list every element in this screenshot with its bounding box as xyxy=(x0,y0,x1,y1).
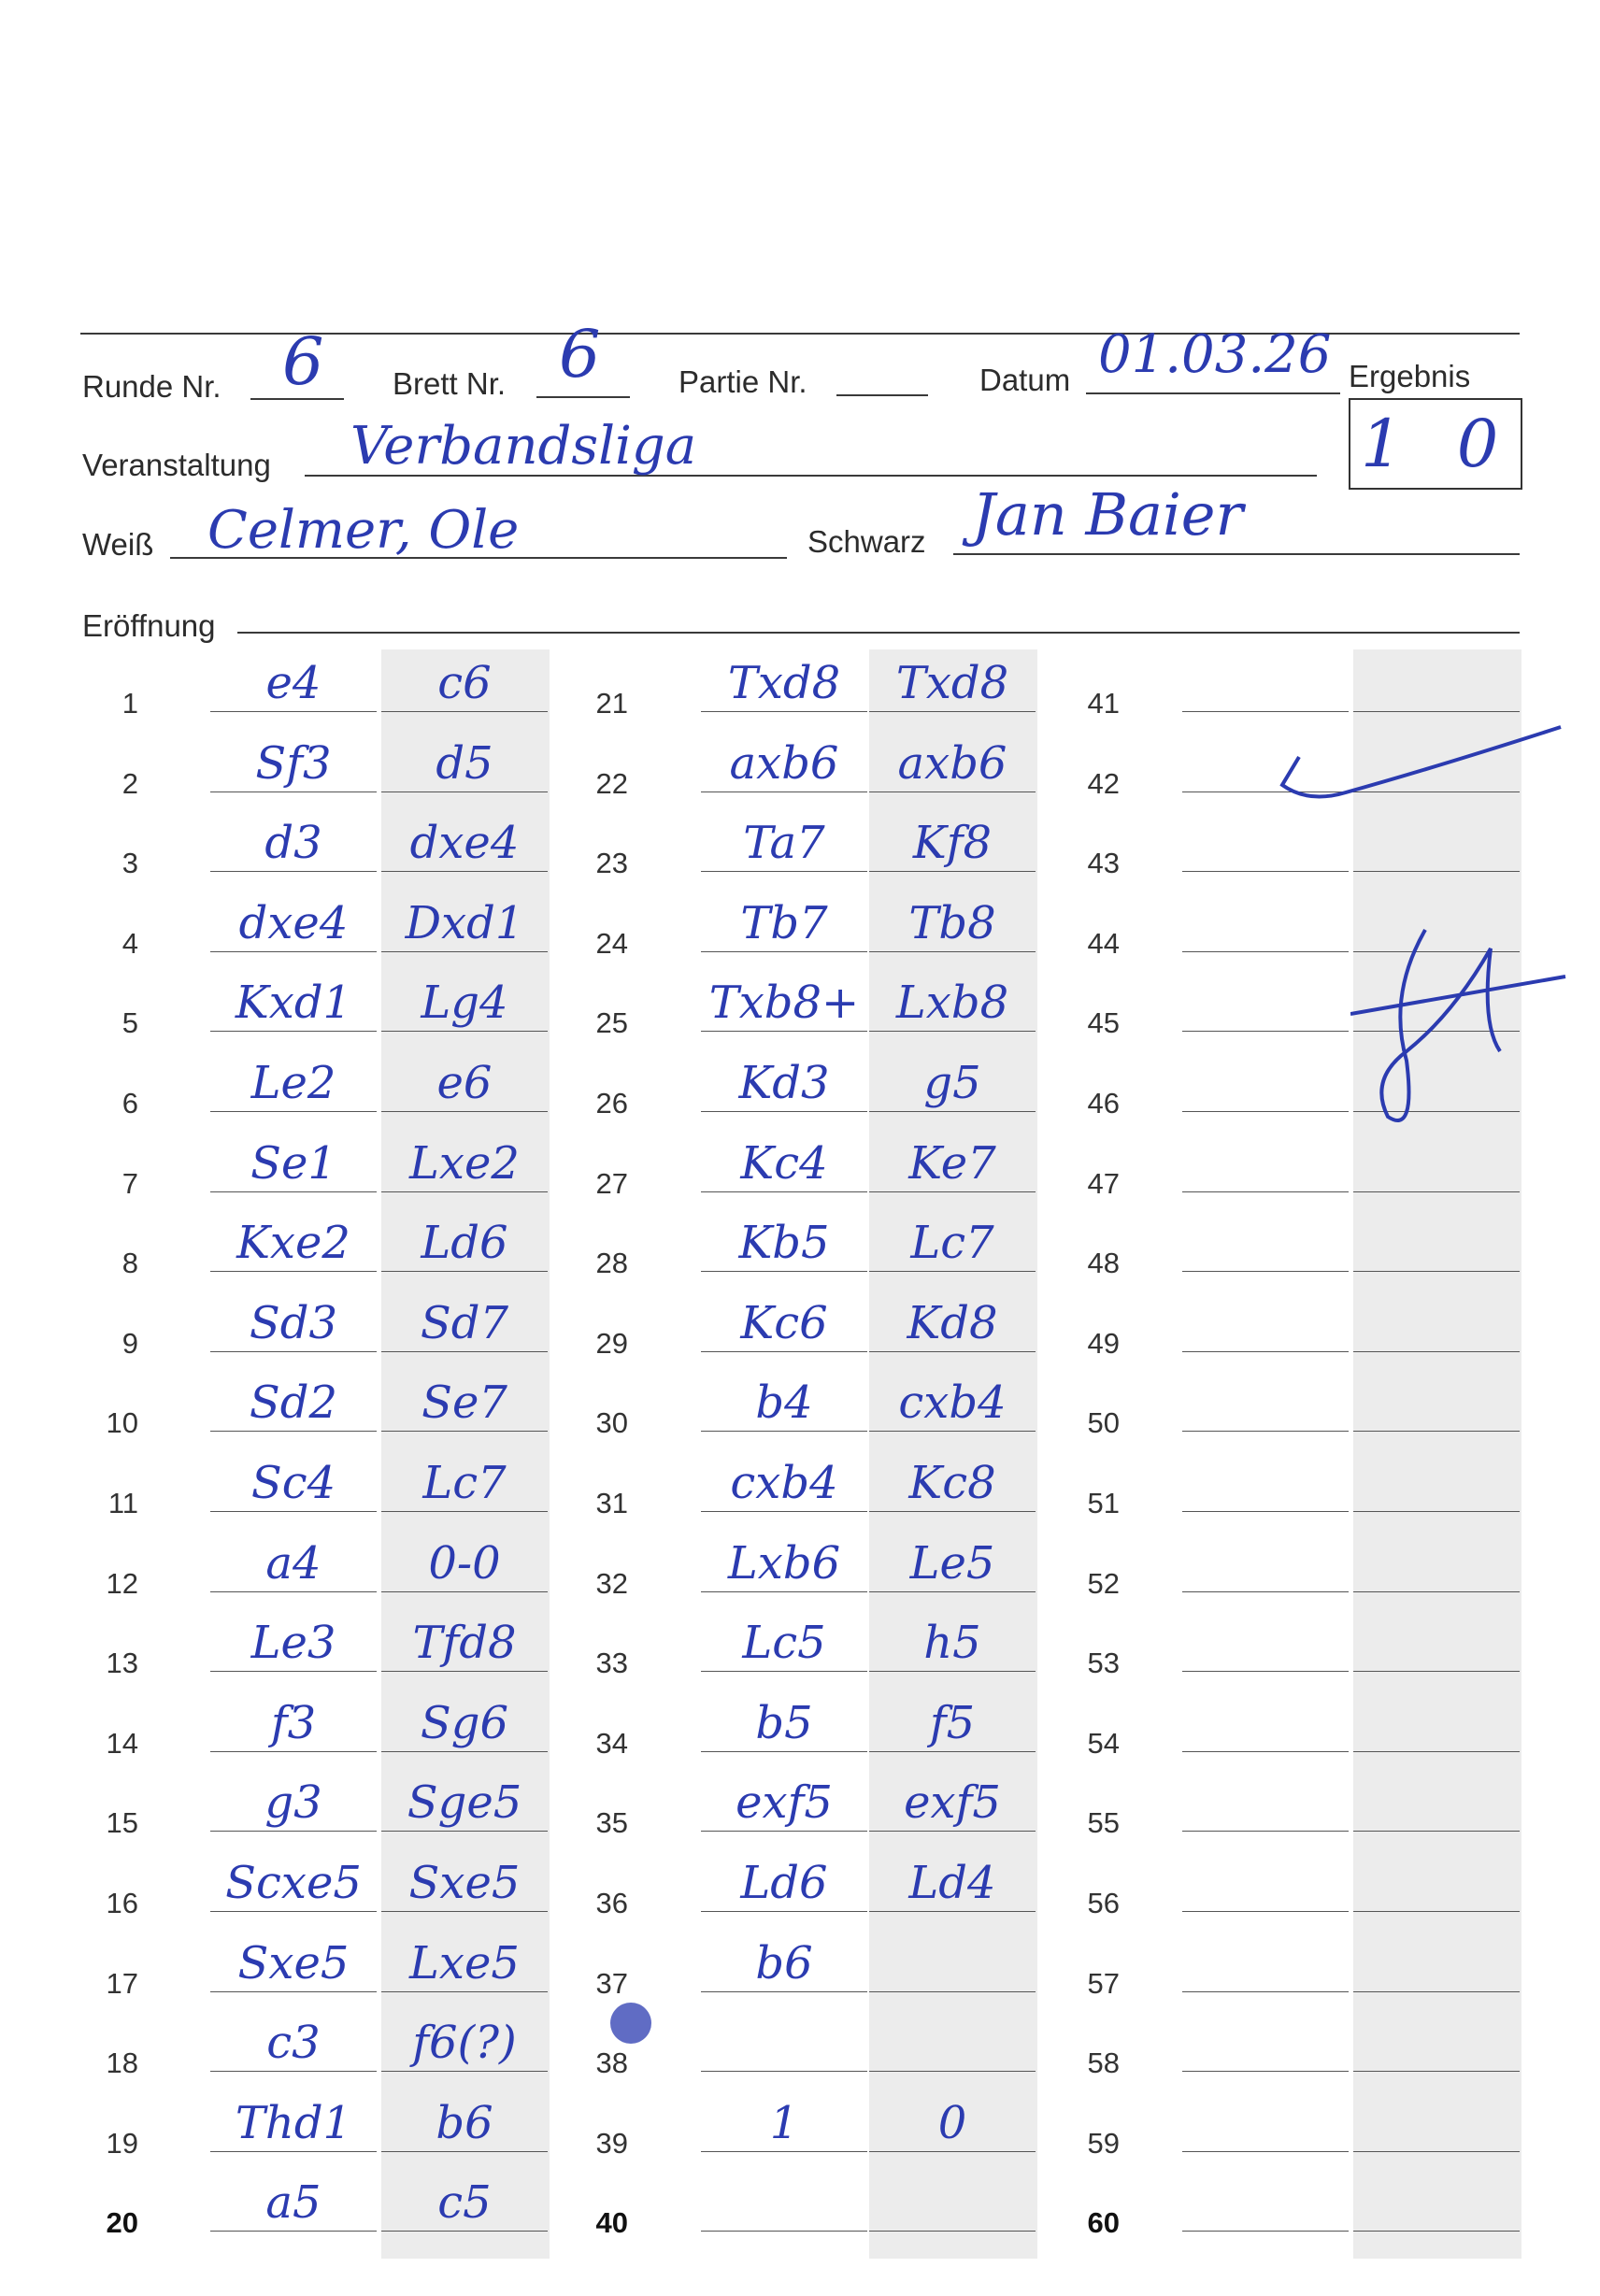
black-move-line xyxy=(869,1511,1036,1512)
round-value: 6 xyxy=(282,323,324,400)
black-move-line xyxy=(1353,1911,1520,1912)
black-move-line xyxy=(381,1911,548,1912)
white-move-line xyxy=(1182,1191,1349,1192)
black-move: Dxd1 xyxy=(405,896,524,949)
white-move: b4 xyxy=(755,1376,813,1430)
move-number: 14 xyxy=(106,1726,138,1760)
black-move: Ld6 xyxy=(421,1217,508,1270)
white-move: Kc4 xyxy=(740,1136,828,1190)
move-number: 44 xyxy=(1087,926,1120,960)
black-move-line xyxy=(1353,1191,1520,1192)
white-move-line xyxy=(210,1431,377,1432)
white-move: Kxd1 xyxy=(235,977,352,1030)
move-number: 29 xyxy=(595,1326,628,1360)
white-move-line xyxy=(1182,711,1349,712)
black-move-line xyxy=(381,1191,548,1192)
white-move: cxb4 xyxy=(730,1457,838,1509)
move-number: 51 xyxy=(1087,1487,1120,1519)
white-move: Ld6 xyxy=(740,1857,828,1909)
move-number: 21 xyxy=(595,687,628,720)
white-move: d3 xyxy=(264,817,322,870)
white-move-line xyxy=(1182,1511,1349,1512)
black-move-line xyxy=(381,2071,548,2072)
black-move-line xyxy=(381,871,548,872)
white-move-line xyxy=(701,2231,867,2232)
white-move: Le3 xyxy=(250,1617,336,1670)
result-value: 1 0 xyxy=(1361,406,1516,482)
move-number: 46 xyxy=(1087,1087,1120,1119)
move-number: 54 xyxy=(1087,1726,1120,1760)
white-move-line xyxy=(1182,1991,1349,1992)
black-move-line xyxy=(381,791,548,792)
move-number: 4 xyxy=(121,926,138,960)
game-label: Partie Nr. xyxy=(679,364,807,399)
black-move-line xyxy=(869,1751,1036,1752)
white-move-line xyxy=(1182,2151,1349,2152)
signature-scribble-42 xyxy=(1271,720,1570,822)
black-move: Kd8 xyxy=(907,1296,998,1349)
black-move: Ke7 xyxy=(908,1136,996,1190)
black-move-column-shade xyxy=(869,649,1037,2259)
black-move-line xyxy=(381,951,548,952)
black-move: Lxb8 xyxy=(895,977,1009,1030)
white-move-line xyxy=(1182,1751,1349,1752)
move-number: 58 xyxy=(1087,2046,1120,2080)
white-move-line xyxy=(210,2151,377,2152)
move-number: 38 xyxy=(595,2046,628,2080)
white-move: Sxe5 xyxy=(237,1936,350,1989)
white-move-line xyxy=(1182,1671,1349,1672)
white-move-line xyxy=(1182,951,1349,952)
black-move-line xyxy=(381,1111,548,1112)
white-move: Txb8+ xyxy=(708,977,860,1030)
move-number: 12 xyxy=(106,1566,138,1600)
move-number: 52 xyxy=(1087,1566,1120,1600)
event-label: Veranstaltung xyxy=(82,448,271,482)
white-move-line xyxy=(701,1991,867,1992)
white-move-line xyxy=(210,791,377,792)
white-move-line xyxy=(701,1111,867,1112)
move-number: 59 xyxy=(1087,2126,1120,2160)
black-move-line xyxy=(869,1591,1036,1592)
white-move-line xyxy=(210,1271,377,1272)
white-move-line xyxy=(210,1911,377,1912)
white-move: Le2 xyxy=(250,1057,336,1109)
move-number: 48 xyxy=(1087,1247,1120,1280)
black-move-line xyxy=(1353,2151,1520,2152)
white-move-line xyxy=(701,951,867,952)
white-move: a4 xyxy=(265,1536,321,1590)
white-move: g3 xyxy=(264,1776,322,1830)
white-move-line xyxy=(210,1511,377,1512)
black-move: Kf8 xyxy=(912,817,993,870)
black-value: Jan Baier xyxy=(972,480,1244,549)
move-number: 42 xyxy=(1087,766,1120,800)
white-move-line xyxy=(210,711,377,712)
white-move: dxe4 xyxy=(238,896,349,949)
round-label: Runde Nr. xyxy=(82,369,221,404)
opening-label: Eröffnung xyxy=(82,608,216,643)
white-move-line xyxy=(701,1831,867,1832)
move-number: 10 xyxy=(106,1406,138,1440)
white-move-line xyxy=(1182,1271,1349,1272)
black-move-line xyxy=(869,1831,1036,1832)
white-move: Kd3 xyxy=(738,1057,830,1109)
board-line xyxy=(536,396,630,398)
white-move: Sc4 xyxy=(250,1457,336,1509)
white-move: Thd1 xyxy=(235,2096,352,2149)
black-move-line xyxy=(381,1271,548,1272)
black-move-line xyxy=(869,1271,1036,1272)
black-move: g5 xyxy=(923,1057,981,1109)
white-label: Weiß xyxy=(82,527,154,562)
white-move: Sf3 xyxy=(255,736,332,790)
black-move: Le5 xyxy=(909,1536,995,1590)
move-number: 56 xyxy=(1087,1887,1120,1919)
move-number: 26 xyxy=(595,1087,628,1119)
white-move-line xyxy=(701,2151,867,2152)
move-number: 34 xyxy=(595,1726,628,1760)
black-move-line xyxy=(1353,1351,1520,1352)
black-move: Tb8 xyxy=(908,896,996,949)
black-move: c6 xyxy=(437,657,492,709)
white-move: c3 xyxy=(266,2017,321,2070)
black-move: Lxe5 xyxy=(409,1936,520,1989)
black-move-line xyxy=(381,1671,548,1672)
black-move: Lxe2 xyxy=(409,1136,520,1190)
white-move-line xyxy=(210,1351,377,1352)
white-move: Se1 xyxy=(250,1136,336,1190)
white-move-line xyxy=(1182,1591,1349,1592)
white-move-line xyxy=(701,1591,867,1592)
black-move: Se7 xyxy=(421,1376,507,1430)
move-number: 5 xyxy=(121,1006,138,1040)
white-move-line xyxy=(701,791,867,792)
white-move-line xyxy=(210,1591,377,1592)
black-move-line xyxy=(869,1111,1036,1112)
board-value: 6 xyxy=(559,316,601,392)
white-move-line xyxy=(1182,1351,1349,1352)
move-number: 39 xyxy=(595,2126,628,2160)
black-move: h5 xyxy=(923,1617,981,1670)
black-move-line xyxy=(869,1351,1036,1352)
black-move-line xyxy=(1353,1511,1520,1512)
white-move: Ta7 xyxy=(743,817,825,870)
white-move-line xyxy=(701,1511,867,1512)
white-move-line xyxy=(210,1671,377,1672)
move-number: 27 xyxy=(595,1166,628,1200)
white-move-line xyxy=(701,2071,867,2072)
date-label: Datum xyxy=(979,363,1071,397)
black-move-line xyxy=(869,1671,1036,1672)
black-move: b6 xyxy=(436,2096,493,2149)
black-label: Schwarz xyxy=(807,524,926,559)
white-move-line xyxy=(701,1671,867,1672)
black-move-line xyxy=(1353,2231,1520,2232)
move-number: 8 xyxy=(121,1247,138,1280)
white-move: Kxe2 xyxy=(236,1217,350,1270)
black-move-line xyxy=(869,1191,1036,1192)
white-move: axb6 xyxy=(729,736,839,790)
move-number: 57 xyxy=(1087,1966,1120,2000)
white-move: Kb5 xyxy=(738,1217,830,1270)
move-number: 53 xyxy=(1087,1647,1120,1680)
white-move-line xyxy=(701,1351,867,1352)
black-move-line xyxy=(381,1991,548,1992)
white-move: f3 xyxy=(270,1696,317,1749)
white-move: e4 xyxy=(265,657,321,709)
black-move: Lc7 xyxy=(910,1217,994,1270)
white-move-line xyxy=(210,2071,377,2072)
white-move: a5 xyxy=(265,2176,321,2230)
game-line xyxy=(836,394,928,396)
white-move-line xyxy=(701,1751,867,1752)
black-move: dxe4 xyxy=(409,817,520,870)
black-move-line xyxy=(381,2151,548,2152)
black-move-line xyxy=(381,1751,548,1752)
date-line xyxy=(1086,392,1340,394)
move-number: 13 xyxy=(106,1647,138,1680)
black-move-line xyxy=(1353,1271,1520,1272)
event-value: Verbandsliga xyxy=(350,416,697,477)
white-move-line xyxy=(210,1991,377,1992)
black-move-line xyxy=(1353,1751,1520,1752)
black-move: 0 xyxy=(937,2096,967,2149)
move-number: 24 xyxy=(595,926,628,960)
board-label: Brett Nr. xyxy=(393,366,507,401)
black-move: axb6 xyxy=(897,736,1007,790)
move-number: 15 xyxy=(106,1806,138,1840)
white-move-line xyxy=(210,1751,377,1752)
black-move: d5 xyxy=(436,736,493,790)
black-move-line xyxy=(869,2151,1036,2152)
black-move-line xyxy=(869,711,1036,712)
black-move: Kc8 xyxy=(908,1457,996,1509)
black-move: Sd7 xyxy=(420,1296,509,1349)
black-move-line xyxy=(381,711,548,712)
ink-blot xyxy=(598,1990,664,2056)
black-move: Lg4 xyxy=(421,977,508,1030)
black-move-line xyxy=(869,791,1036,792)
black-move-line xyxy=(869,871,1036,872)
white-move-line xyxy=(210,951,377,952)
black-move: Sge5 xyxy=(407,1776,522,1830)
black-move: Ld4 xyxy=(908,1857,996,1909)
white-move-line xyxy=(701,711,867,712)
white-move-line xyxy=(210,871,377,872)
black-move-line xyxy=(869,2231,1036,2232)
black-move-line xyxy=(869,951,1036,952)
white-move-line xyxy=(210,1111,377,1112)
move-number: 40 xyxy=(595,2206,628,2240)
opening-line xyxy=(237,632,1520,634)
white-move: Kc6 xyxy=(740,1296,828,1349)
move-number: 37 xyxy=(595,1966,628,2000)
black-move: Sg6 xyxy=(420,1696,509,1749)
white-move: Lc5 xyxy=(742,1617,826,1670)
black-move-line xyxy=(381,1831,548,1832)
white-move-line xyxy=(1182,1031,1349,1032)
white-move-line xyxy=(1182,1911,1349,1912)
white-move: Scxe5 xyxy=(225,1857,362,1909)
move-number: 35 xyxy=(595,1806,628,1840)
black-move: Tfd8 xyxy=(412,1617,517,1670)
move-number: 6 xyxy=(121,1087,138,1119)
black-move-line xyxy=(381,2231,548,2232)
black-move-line xyxy=(869,1431,1036,1432)
black-move-line xyxy=(869,2071,1036,2072)
black-move-line xyxy=(1353,1591,1520,1592)
white-move-line xyxy=(1182,871,1349,872)
date-value: 01.03.26 xyxy=(1098,324,1332,385)
move-number: 19 xyxy=(106,2126,138,2160)
move-number: 55 xyxy=(1087,1806,1120,1840)
move-number: 31 xyxy=(595,1487,628,1519)
black-move-line xyxy=(1353,1671,1520,1672)
black-move: exf5 xyxy=(904,1776,1001,1830)
black-move: Sxe5 xyxy=(408,1857,521,1909)
black-move: f5 xyxy=(929,1696,976,1749)
white-move-line xyxy=(1182,1431,1349,1432)
white-move-line xyxy=(1182,2231,1349,2232)
black-move-line xyxy=(1353,1431,1520,1432)
black-move-line xyxy=(381,1511,548,1512)
black-move-line xyxy=(381,1431,548,1432)
black-move: cxb4 xyxy=(898,1376,1007,1430)
move-number: 32 xyxy=(595,1566,628,1600)
black-move-line xyxy=(1353,2071,1520,2072)
move-number: 7 xyxy=(121,1166,138,1200)
white-move-line xyxy=(701,1431,867,1432)
move-number: 30 xyxy=(595,1406,628,1440)
result-label: Ergebnis xyxy=(1349,359,1471,393)
white-move: Txd8 xyxy=(727,657,841,709)
black-move-line xyxy=(381,1591,548,1592)
move-number: 16 xyxy=(106,1887,138,1919)
black-move: Txd8 xyxy=(895,657,1009,709)
white-move-line xyxy=(210,1831,377,1832)
white-move-line xyxy=(210,1031,377,1032)
move-number: 41 xyxy=(1087,687,1120,720)
move-number: 2 xyxy=(121,766,138,800)
move-number: 60 xyxy=(1087,2206,1120,2240)
move-number: 36 xyxy=(595,1887,628,1919)
move-number: 47 xyxy=(1087,1166,1120,1200)
black-move: e6 xyxy=(436,1057,493,1109)
black-move-line xyxy=(869,1991,1036,1992)
white-value: Celmer, Ole xyxy=(207,500,520,561)
signature-scribble-45 xyxy=(1350,911,1575,1154)
black-move: Lc7 xyxy=(422,1457,507,1509)
white-move-line xyxy=(210,1191,377,1192)
black-move: f6(?) xyxy=(412,2017,517,2070)
white-move-line xyxy=(210,2231,377,2232)
white-move: Sd2 xyxy=(249,1376,338,1430)
move-number: 1 xyxy=(121,687,138,720)
white-move: Lxb6 xyxy=(727,1536,841,1590)
move-number: 28 xyxy=(595,1247,628,1280)
black-move-line xyxy=(1353,711,1520,712)
move-number: 3 xyxy=(121,847,138,880)
black-move-line xyxy=(1353,871,1520,872)
white-move-line xyxy=(1182,1831,1349,1832)
black-move-line xyxy=(381,1351,548,1352)
white-move: exf5 xyxy=(736,1776,833,1830)
white-move: Sd3 xyxy=(249,1296,338,1349)
white-move-line xyxy=(701,1911,867,1912)
move-number: 9 xyxy=(121,1326,138,1360)
move-number: 17 xyxy=(106,1966,138,2000)
black-move: c5 xyxy=(437,2176,492,2230)
move-number: 25 xyxy=(595,1006,628,1040)
black-move-column-shade xyxy=(1353,649,1521,2259)
black-move: 0-0 xyxy=(428,1536,501,1590)
move-number: 18 xyxy=(106,2046,138,2080)
white-move: b5 xyxy=(755,1696,813,1749)
black-move-line xyxy=(1353,1831,1520,1832)
white-move-line xyxy=(701,871,867,872)
move-number: 45 xyxy=(1087,1006,1120,1040)
white-move: Tb7 xyxy=(740,896,828,949)
move-number: 43 xyxy=(1087,847,1120,880)
white-move-line xyxy=(1182,1111,1349,1112)
white-move: 1 xyxy=(769,2096,799,2149)
black-line xyxy=(953,553,1520,555)
black-move-line xyxy=(869,1911,1036,1912)
move-number: 20 xyxy=(106,2206,138,2240)
move-number: 11 xyxy=(107,1487,138,1519)
move-number: 22 xyxy=(595,766,628,800)
move-number: 49 xyxy=(1087,1326,1120,1360)
white-move-line xyxy=(701,1031,867,1032)
move-number: 23 xyxy=(595,847,628,880)
black-move-line xyxy=(1353,1991,1520,1992)
white-move: b6 xyxy=(755,1936,813,1989)
white-move-line xyxy=(1182,2071,1349,2072)
white-move-line xyxy=(701,1191,867,1192)
move-number: 33 xyxy=(595,1647,628,1680)
black-move-line xyxy=(381,1031,548,1032)
black-move-line xyxy=(869,1031,1036,1032)
white-move-line xyxy=(701,1271,867,1272)
move-number: 50 xyxy=(1087,1406,1120,1440)
